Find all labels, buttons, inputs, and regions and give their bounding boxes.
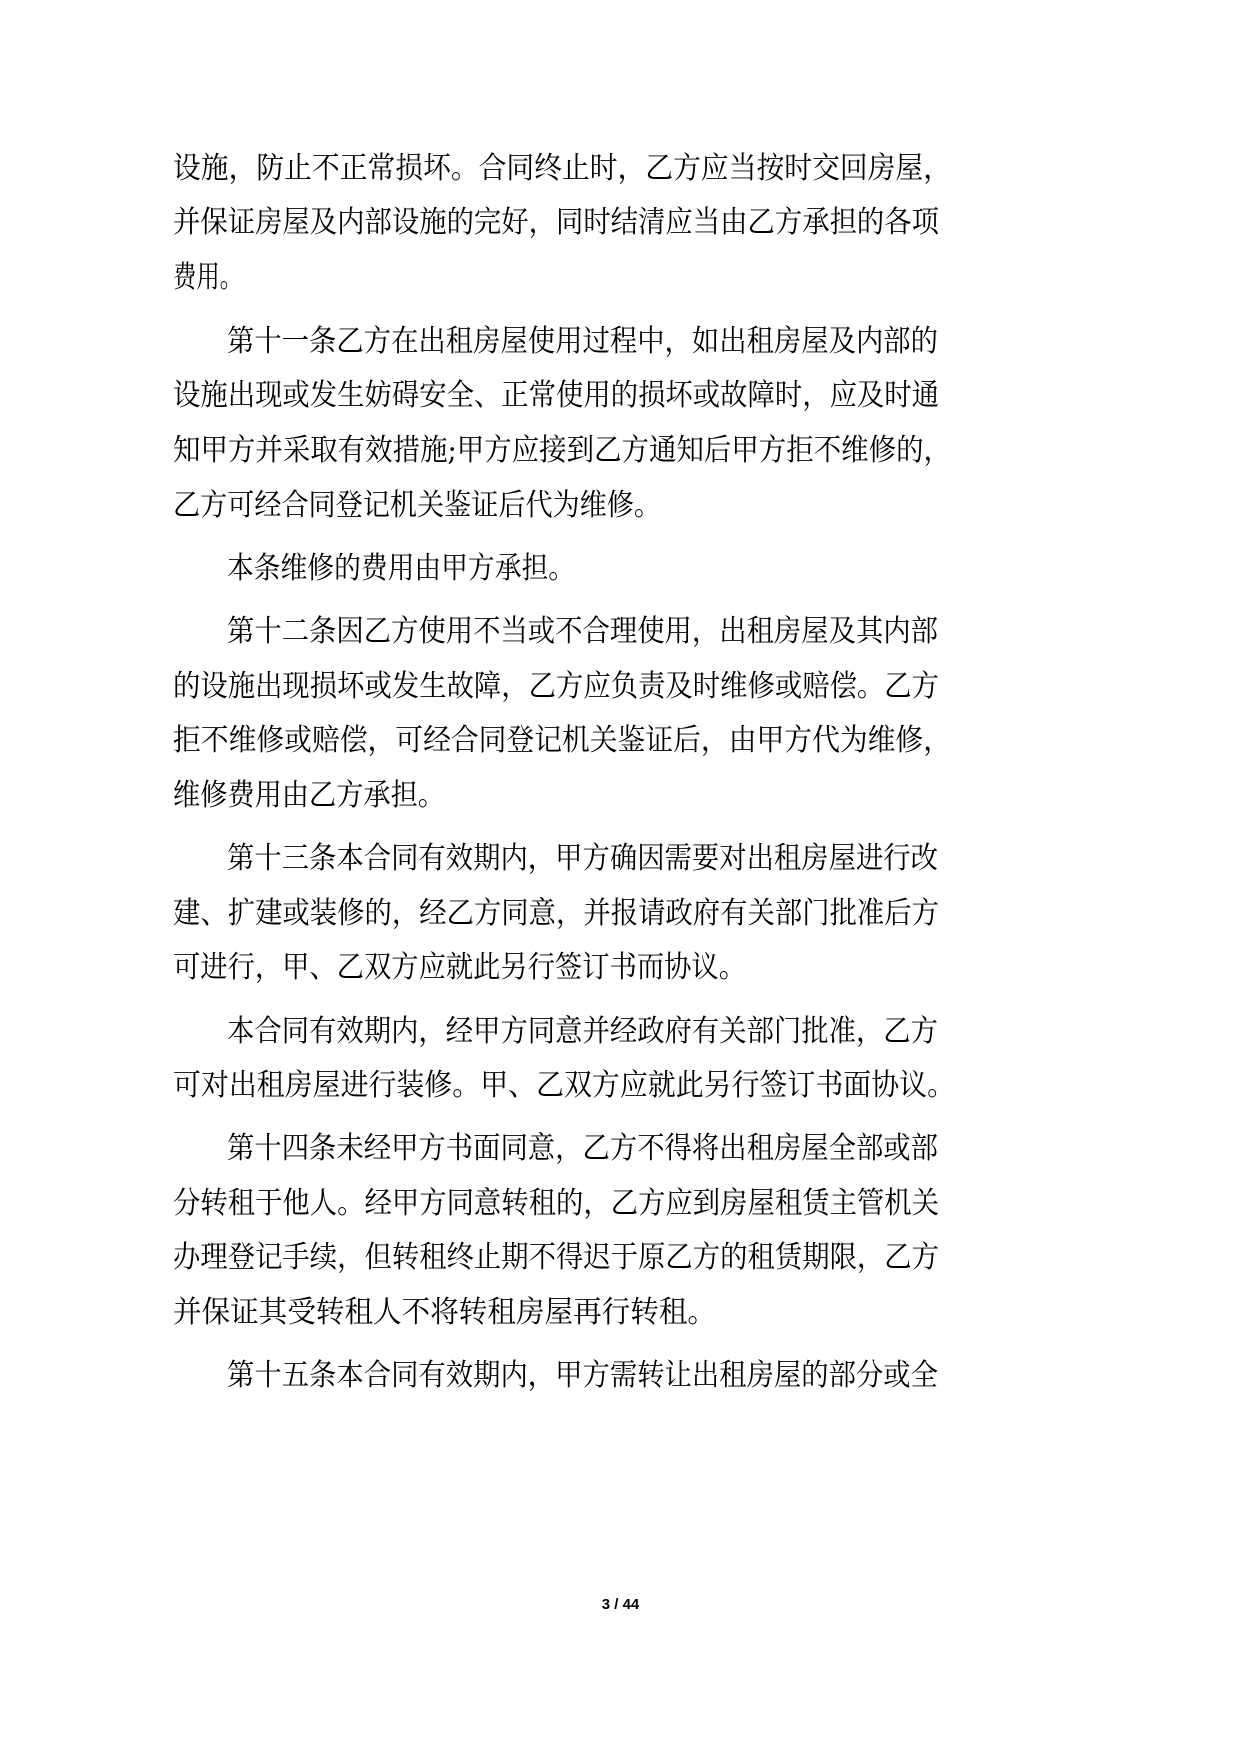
text-line <box>0 894 1241 934</box>
text-line-content: 可进行，甲、乙双方应就此另行签订书而协议。 <box>173 950 746 985</box>
text-line-content: 设施出现或发生妨碍安全、正常使用的损坏或故障时，应及时通 <box>173 378 939 413</box>
text-line-content: 设施，防止不正常损坏。合同终止时，乙方应当按时交回房屋， <box>173 151 951 186</box>
text-line-content: 第十一条乙方在出租房屋使用过程中，如出租房屋及内部的 <box>227 324 938 359</box>
text-line <box>0 948 1241 988</box>
text-line <box>0 258 1241 298</box>
text-line-content: 拒不维修或赔偿，可经合同登记机关鉴证后，由甲方代为维修， <box>173 723 951 758</box>
text-line <box>0 486 1241 526</box>
text-line <box>0 1238 1241 1278</box>
text-line <box>0 431 1241 471</box>
text-line-content: 可对出租房屋进行装修。甲、乙双方应就此另行签订书面协议。 <box>173 1068 955 1103</box>
text-line <box>0 612 1241 652</box>
text-line-content: 的设施出现损坏或发生故障，乙方应负责及时维修或赔偿。乙方 <box>173 669 939 704</box>
text-line-content: 维修费用由乙方承担。 <box>173 778 445 813</box>
text-line <box>0 376 1241 416</box>
text-line-content: 知甲方并采取有效措施;甲方应接到乙方通知后甲方拒不维修的， <box>173 433 951 468</box>
text-line <box>0 667 1241 707</box>
text-line-content: 并保证房屋及内部设施的完好，同时结清应当由乙方承担的各项 <box>173 205 939 240</box>
page-number: 3 / 44 <box>601 1596 640 1613</box>
text-line <box>0 322 1241 362</box>
text-line-content: 第十三条本合同有效期内，甲方确因需要对出租房屋进行改 <box>227 841 938 876</box>
text-line <box>0 1066 1241 1106</box>
text-line-content: 建、扩建或装修的，经乙方同意，并报请政府有关部门批准后方 <box>173 896 939 931</box>
text-line-content: 办理登记手续，但转租终止期不得迟于原乙方的租赁期限，乙方 <box>173 1240 939 1275</box>
text-line <box>0 1012 1241 1052</box>
text-line-content: 乙方可经合同登记机关鉴证后代为维修。 <box>173 488 661 523</box>
text-line <box>0 549 1241 589</box>
text-line <box>0 1184 1241 1224</box>
text-line-content: 第十二条因乙方使用不当或不合理使用，出租房屋及其内部 <box>227 614 938 649</box>
text-line <box>0 1129 1241 1169</box>
text-line-content: 本合同有效期内，经甲方同意并经政府有关部门批准，乙方 <box>227 1014 938 1049</box>
text-line <box>0 203 1241 243</box>
text-line-content: 本条维修的费用由甲方承担。 <box>227 551 575 586</box>
text-line <box>0 721 1241 761</box>
text-line-content: 并保证其受转租人不将转租房屋再行转租。 <box>173 1295 716 1330</box>
text-line-content: 分转租于他人。经甲方同意转租的，乙方应到房屋租赁主管机关 <box>173 1186 939 1221</box>
text-line <box>0 839 1241 879</box>
text-line-content: 第十四条未经甲方书面同意，乙方不得将出租房屋全部或部 <box>227 1131 938 1166</box>
text-line-content: 费用。 <box>173 260 243 295</box>
text-line <box>0 776 1241 816</box>
text-line <box>0 1356 1241 1396</box>
text-line <box>0 149 1241 189</box>
text-line <box>0 1293 1241 1333</box>
text-line-content: 第十五条本合同有效期内，甲方需转让出租房屋的部分或全 <box>227 1358 938 1393</box>
